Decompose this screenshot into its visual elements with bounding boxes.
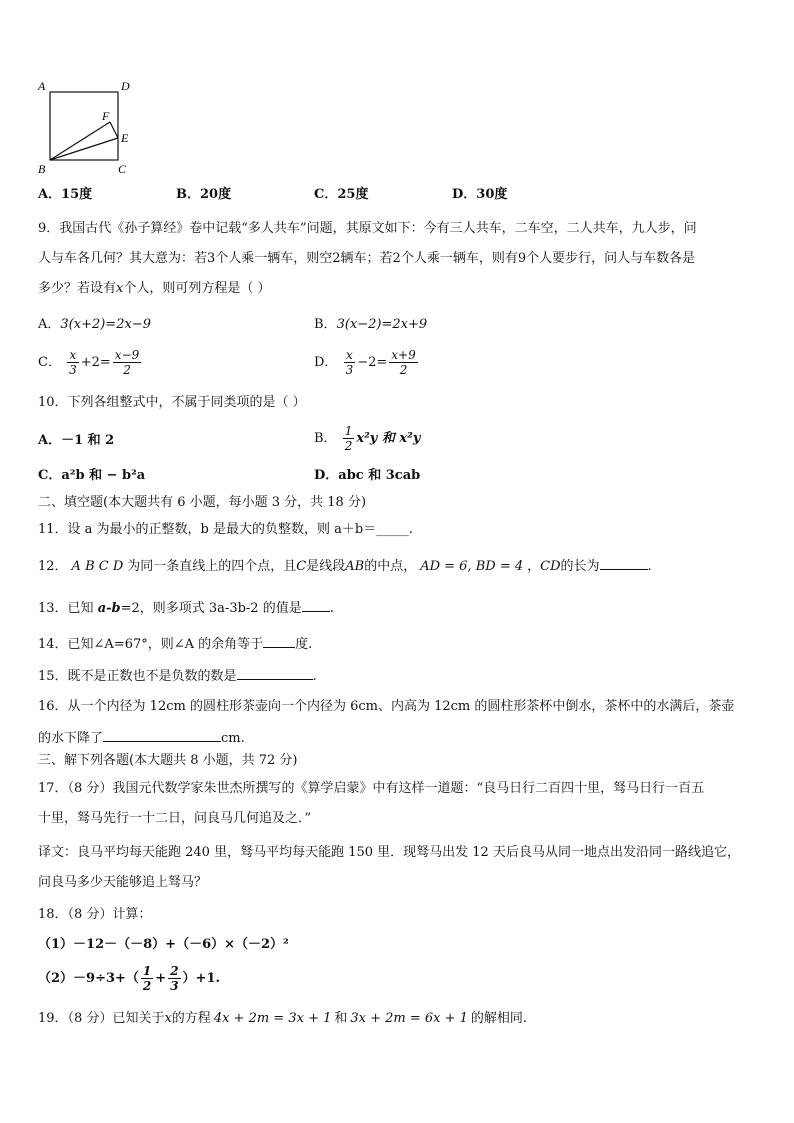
answer-blank[interactable] — [103, 728, 221, 742]
q9-option-d: D． $\frac{x}{3}$ −2= $\frac{x+9}{2}$ — [314, 348, 416, 377]
q13: 13．已知 a-b=2，则多项式 3a-3b-2 的值是 . — [38, 598, 334, 618]
section-2-heading: 二、填空题(本大题共有 6 小题，每小题 3 分，共 18 分) — [38, 495, 367, 510]
line-be — [50, 138, 118, 160]
q17-line-4: 问良马多少天能够追上驽马？ — [38, 875, 208, 890]
square-abcd — [50, 92, 118, 160]
q10-option-d: D．abc 和 3cab — [314, 468, 421, 483]
q17-line-1: 17．（8 分）我国元代数学家朱世杰所撰写的《算学启蒙》中有这样一道题：“良马日行二百四十里，驽马日行一百五 — [38, 781, 705, 796]
q15: 15．既不是正数也不是负数的数是 . — [38, 666, 317, 686]
q9-option-c: C． $\frac{x}{3}$ +2= $\frac{x-9}{2}$ — [38, 348, 140, 377]
q9-line-3: 多少？若设有x个人，则可列方程是（ ） — [38, 281, 271, 296]
fraction: $\frac{1}{2}$ — [142, 964, 152, 993]
q18-part-1: （1）－12－（－8）+（－6）×（－2）² — [38, 937, 289, 952]
q18-stem: 18．（8 分）计算： — [38, 907, 152, 922]
answer-blank[interactable] — [263, 634, 295, 648]
q17-line-3: 译文：良马平均每天能跑 240 里，驽马平均每天能跑 150 里．现驽马出发 12 天后良马从同一地点出发沿同一路线追它， — [38, 845, 740, 860]
q9-option-b: B．3(x−2)=2x+9 — [314, 317, 428, 332]
fraction: $\frac{x-9}{2}$ — [114, 348, 140, 377]
q9-option-a: A．3(x+2)=2x−9 — [38, 317, 151, 332]
q10-stem: 10．下列各组整式中，不属于同类项的是（ ） — [38, 395, 306, 410]
answer-blank[interactable] — [237, 666, 313, 680]
q11: 11．设 a 为最小的正整数，b 是最大的负整数，则 a＋b＝_____. — [38, 522, 413, 537]
fraction: $\frac{x+9}{2}$ — [391, 348, 416, 377]
q8-option-c: C．25度 — [314, 187, 369, 202]
q17-line-2: 十里，驽马先行一十二日，问良马几何追及之．” — [38, 811, 312, 826]
fraction: $\frac{2}{3}$ — [170, 964, 179, 993]
label-f: F — [102, 109, 110, 123]
q9-line-1: 9．我国古代《孙子算经》卷中记载“多人共车”问题，其原文如下：今有三人共车，二车空，二人共车，九人步，问 — [38, 221, 697, 236]
q9-line-2: 人与车各几何？其大意为：若3个人乘一辆车，则空2辆车；若2个人乘一辆车，则有9个人要步行，问人与车数各是 — [38, 251, 696, 266]
fraction: $\frac{x}{3}$ — [345, 348, 354, 377]
q10-option-c: C．a²b 和 − b²a — [38, 468, 146, 483]
q10-option-b: B． $\frac{1}{2}$ x²y 和 x²y — [314, 424, 421, 453]
geometry-figure — [36, 78, 146, 178]
label-a: A — [38, 79, 46, 93]
q10-option-a: A．－1 和 2 — [38, 433, 115, 448]
q16-line-1: 16．从一个内径为 12cm 的圆柱形茶壶向一个内径为 6cm、内高为 12cm 的圆柱形茶杯中倒水，茶杯中的水满后，茶壶 — [38, 699, 735, 714]
q19: 19．（8 分）已知关于x的方程 4x + 2m = 3x + 1 和 3x + 2m = 6x + 1 的解相同. — [38, 1011, 528, 1026]
q16-line-2: 的水下降了 cm. — [38, 728, 245, 748]
fraction: $\frac{x}{3}$ — [69, 348, 77, 377]
line-fe — [110, 122, 118, 138]
q8-option-a: A．15度 — [38, 187, 93, 202]
q12: 12． A B C D 为同一条直线上的四个点，且C是线段AB的中点， AD = 6, BD = 4 ，CD的长为 . — [38, 556, 652, 576]
fraction: $\frac{1}{2}$ — [344, 424, 353, 453]
answer-blank[interactable] — [600, 556, 648, 570]
label-d: D — [121, 79, 130, 93]
q8-option-b: B．20度 — [176, 187, 232, 202]
label-c: C — [118, 162, 127, 176]
line-bf — [50, 122, 110, 160]
q18-part-2: （2）－9÷3+（ $\frac{1}{2}$ + $\frac{2}{3}$ ）+1. — [38, 964, 221, 993]
q14: 14．已知∠A=67°，则∠A 的余角等于 度. — [38, 634, 312, 654]
label-b: B — [38, 162, 46, 176]
section-3-heading: 三、解下列各题(本大题共 8 小题，共 72 分) — [38, 753, 298, 768]
answer-blank[interactable] — [302, 598, 330, 612]
label-e: E — [121, 131, 129, 145]
q8-option-d: D．30度 — [452, 187, 508, 202]
